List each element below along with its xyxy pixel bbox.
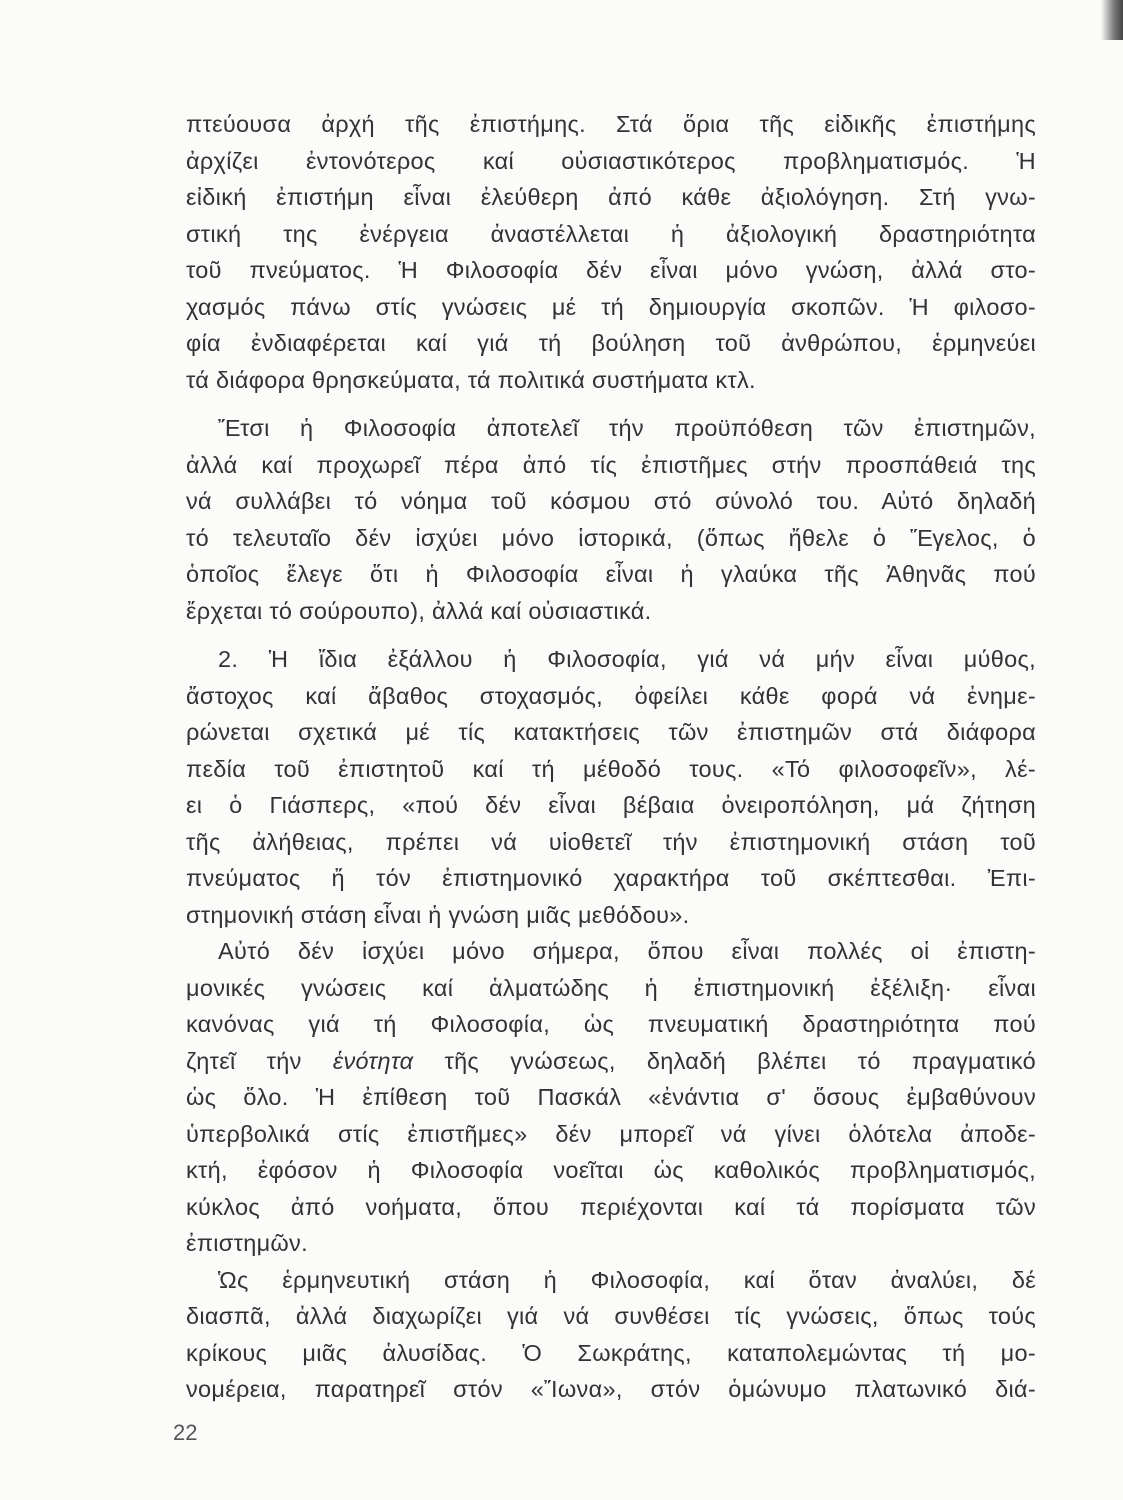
- text-line: ὁποῖος ἔλεγε ὅτι ἡ Φιλοσοφία εἶναι ἡ γλαύκα τῆς Ἀθηνᾶς πού: [186, 561, 1036, 587]
- text-segment: τῆς γνώσεως, δηλαδή βλέπει τό πραγματικό: [413, 1047, 1036, 1074]
- text-line: κύκλος ἀπό νοήματα, ὅπου περιέχονται καί τά πορίσματα τῶν: [186, 1193, 1036, 1220]
- text-line: πτεύουσα ἀρχή τῆς ἐπιστήμης. Στά ὅρια τῆς εἰδικῆς ἐπιστήμης: [186, 111, 1036, 137]
- text-line: ἀρχίζει ἐντονότερος καί οὐσιαστικότερος προβληματισμός. Ἡ: [186, 147, 1036, 174]
- text-line: κανόνας γιά τή Φιλοσοφία, ὡς πνευματική δραστηριότητα πού: [186, 1011, 1036, 1037]
- text-line: διασπᾶ, ἀλλά διαχωρίζει γιά νά συνθέσει τίς γνώσεις, ὅπως τούς: [186, 1303, 1036, 1329]
- text-line: τοῦ πνεύματος. Ἡ Φιλοσοφία δέν εἶναι μόνο γνώση, ἀλλά στο-: [186, 257, 1036, 283]
- text-line: πεδία τοῦ ἐπιστητοῦ καί τή μέθοδό τους. «Τό φιλοσοφεῖν», λέ-: [186, 755, 1036, 782]
- text-line: κρίκους μιᾶς ἁλυσίδας. Ὁ Σωκράτης, καταπολεμώντας τή μο-: [186, 1339, 1036, 1366]
- text-line: ὡς ὅλο. Ἡ ἐπίθεση τοῦ Πασκάλ «ἐνάντια σ' ὅσους ἐμβαθύνουν: [186, 1084, 1036, 1110]
- text-line: πνεύματος ἤ τόν ἐπιστημονικό χαρακτήρα τοῦ σκέπτεσθαι. Ἐπι-: [186, 865, 1036, 891]
- text-line: 2. Ἡ ἴδια ἐξάλλου ἡ Φιλοσοφία, γιά νά μήν εἶναι μύθος,: [218, 646, 1036, 672]
- text-line: στημονική στάση εἶναι ἡ γνώση μιᾶς μεθόδου».: [186, 901, 690, 928]
- text-line: ἐπιστημῶν.: [186, 1230, 308, 1256]
- text-line-with-italic: [186, 1043, 1036, 1080]
- text-line: Ὡς ἑρμηνευτική στάση ἡ Φιλοσοφία, καί ὅταν ἀναλύει, δέ: [218, 1266, 1036, 1293]
- text-line: στική της ἐνέργεια ἀναστέλλεται ἡ ἀξιολογική δραστηριότητα: [186, 220, 1036, 247]
- text-line: νά συλλάβει τό νόημα τοῦ κόσμου στό σύνολό του. Αὐτό δηλαδή: [186, 488, 1036, 514]
- text-line: ἄστοχος καί ἄβαθος στοχασμός, ὀφείλει κάθε φορά νά ἐνημε-: [186, 682, 1036, 709]
- paragraph-5: [186, 1262, 1036, 1408]
- paragraph-3: [186, 641, 1036, 933]
- paragraph-1: [186, 106, 1036, 398]
- text-line: ρώνεται σχετικά μέ τίς κατακτήσεις τῶν ἐπιστημῶν στά διάφορα: [186, 719, 1036, 745]
- text-line: τῆς ἀλήθειας, πρέπει νά υἱοθετεῖ τήν ἐπιστημονική στάση τοῦ: [186, 828, 1036, 855]
- text-line: κτή, ἐφόσον ἡ Φιλοσοφία νοεῖται ὡς καθολικός προβληματισμός,: [186, 1157, 1036, 1183]
- paragraph-4: [186, 933, 1036, 1262]
- text-line: νομέρεια, παρατηρεῖ στόν «Ἴωνα», στόν ὁμώνυμο πλατωνικό διά-: [186, 1376, 1036, 1402]
- text-line: φία ἐνδιαφέρεται καί γιά τή βούληση τοῦ ἀνθρώπου, ἑρμηνεύει: [186, 330, 1036, 356]
- text-line: Ἔτσι ἡ Φιλοσοφία ἀποτελεῖ τήν προϋπόθεση τῶν ἐπιστημῶν,: [218, 415, 1036, 441]
- text-line: μονικές γνώσεις καί ἁλματώδης ἡ ἐπιστημονική ἐξέλιξη· εἶναι: [186, 974, 1036, 1001]
- text-line: ἔρχεται τό σούρουπο), ἀλλά καί οὐσιαστικά.: [186, 597, 652, 624]
- text-line: ἀλλά καί προχωρεῖ πέρα ἀπό τίς ἐπιστῆμες στήν προσπάθειά της: [186, 451, 1036, 478]
- text-line: ὑπερβολικά στίς ἐπιστῆμες» δέν μπορεῖ νά γίνει ὁλότελα ἀποδε-: [186, 1120, 1036, 1147]
- text-line: εἰδική ἐπιστήμη εἶναι ἐλεύθερη ἀπό κάθε ἀξιολόγηση. Στή γνω-: [186, 184, 1036, 210]
- text-line: χασμός πάνω στίς γνώσεις μέ τή δημιουργία σκοπῶν. Ἡ φιλοσο-: [186, 293, 1036, 320]
- body-text: [186, 106, 1036, 1408]
- italic-word: ἑνότητα: [332, 1047, 414, 1074]
- page-number: 22: [173, 1420, 198, 1445]
- text-line: ει ὁ Γιάσπερς, «πού δέν εἶναι βέβαια ὀνειροπόληση, μά ζήτηση: [186, 792, 1036, 818]
- page-edge-shadow: [1101, 0, 1123, 40]
- text-segment: ζητεῖ τήν: [186, 1047, 333, 1074]
- text-line: Αὐτό δέν ἰσχύει μόνο σήμερα, ὅπου εἶναι πολλές οἱ ἐπιστη-: [218, 938, 1036, 964]
- text-line: τό τελευταῖο δέν ἰσχύει μόνο ἱστορικά, (ὅπως ἤθελε ὁ Ἕγελος, ὁ: [186, 524, 1036, 551]
- text-line: τά διάφορα θρησκεύματα, τά πολιτικά συστήματα κτλ.: [186, 366, 756, 393]
- paragraph-2: [186, 410, 1036, 629]
